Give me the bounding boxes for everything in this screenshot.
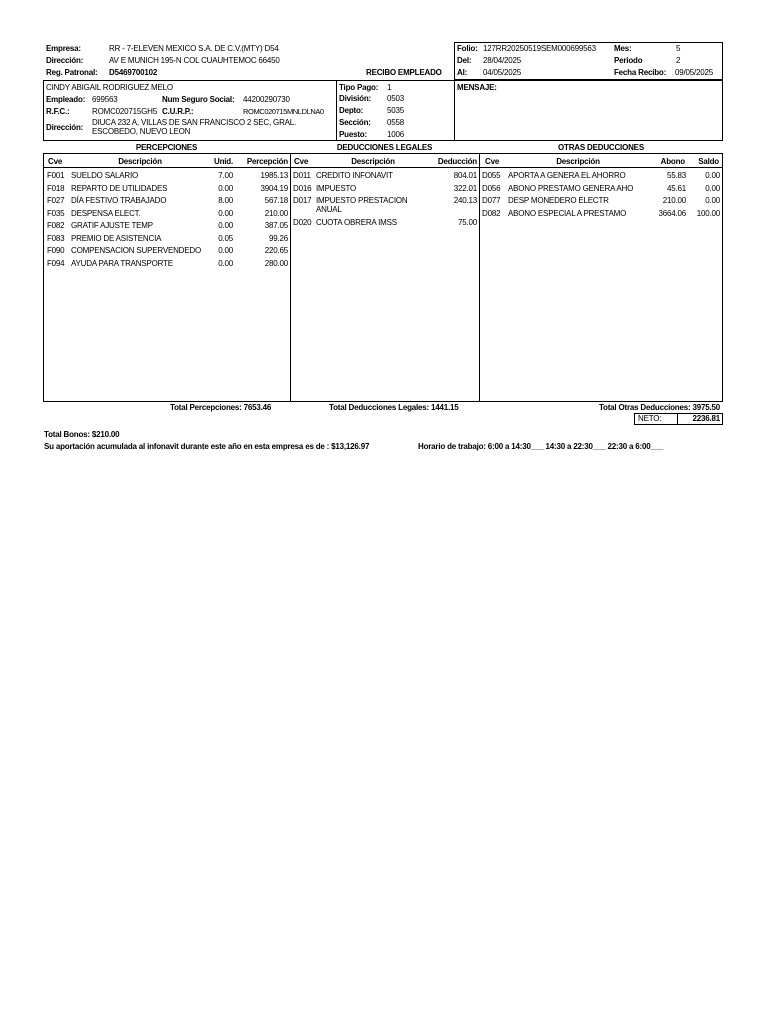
col-cve-otras: Cve [485,157,500,166]
total-deducciones-legales: Total Deducciones Legales: 1441.15 [329,403,459,412]
row-desc: CREDITO INFONAVIT [316,171,393,180]
row-cve: F018 [47,184,65,193]
row-saldo: 0.00 [705,171,720,180]
row-unid: 0.00 [218,246,233,255]
division-value: 0503 [387,94,404,103]
aportacion-infonavit: Su aportación acumulada al infonavit durante este año en esta empresa es de : $13,126.97 [44,442,370,451]
empleado-label: Empleado: [46,95,86,104]
seccion-value: 0558 [387,118,404,127]
row-monto: 322.01 [453,184,477,193]
reg-patronal-label: Reg. Patronal: [46,68,98,77]
al-value: 04/05/2025 [483,68,522,77]
row-desc: REPARTO DE UTILIDADES [71,184,168,193]
col-unid: Unid. [214,157,233,166]
del-label: Del: [457,56,472,65]
horario-trabajo: Horario de trabajo: 6:00 a 14:30___ 14:30 a 22:30___ 22:30 a 6:00___ [418,442,664,451]
total-percepciones: Total Percepciones: 7653.46 [170,403,272,412]
row-desc: CUOTA OBRERA IMSS [316,218,397,227]
col-descripcion-otras: Descripción [556,157,600,166]
folio-value: 127RR20250519SEM000699563 [483,44,596,53]
col-descripcion: Descripción [118,157,162,166]
row-desc: COMPENSACION SUPERVENDEDO [71,246,201,255]
row-cve: F094 [47,259,65,268]
fecha-recibo-value: 09/05/2025 [675,68,714,77]
row-desc: ABONO PRESTAMO GENERA AHO [508,184,634,193]
row-desc: APORTA A GENERA EL AHORRO [508,171,626,180]
col-descripcion-ded: Descripción [351,157,395,166]
row-monto: 99.26 [268,234,288,243]
row-desc: SUELDO SALARIO [71,171,139,180]
row-monto: 280.00 [264,259,288,268]
tipo-pago-label: Tipo Pago: [339,83,379,92]
row-desc: AYUDA PARA TRANSPORTE [71,259,173,268]
direccion-value: AV E MUNICH 195-N COL CUAUHTEMOC 66450 [109,56,280,65]
mes-value: 5 [676,44,681,53]
row-monto: 804.01 [453,171,477,180]
row-cve: D077 [482,196,501,205]
nss-label: Num Seguro Social: [162,95,235,104]
row-cve: D017 [293,196,312,205]
row-monto: 387.05 [264,221,288,230]
neto-label: NETO: [638,414,662,423]
row-saldo: 0.00 [705,196,720,205]
empleado-value: 699563 [92,95,118,104]
row-monto: 3904.19 [260,184,288,193]
mensaje-label: MENSAJE: [457,83,497,92]
al-label: Al: [457,68,468,77]
neto-value: 2236.81 [692,414,720,423]
row-monto: 240.13 [453,196,477,205]
row-unid: 7.00 [218,171,233,180]
section-otras-deducciones: OTRAS DEDUCCIONES [558,143,644,152]
curp-value: ROMC020715MNLDLNA0 [243,107,324,116]
nss-value: 44200290730 [243,95,290,104]
depto-label: Depto: [339,106,364,115]
row-monto: 220.65 [264,246,288,255]
row-cve: D011 [293,171,311,180]
row-desc: DESPENSA ELECT. [71,209,141,218]
row-unid: 8.00 [218,196,233,205]
depto-value: 5035 [387,106,404,115]
row-cve: F082 [47,221,65,230]
rfc-value: ROMC020715GH5 [92,107,157,116]
row-monto: 567.18 [264,196,288,205]
row-unid: 0.00 [218,221,233,230]
row-unid: 0.00 [218,259,233,268]
row-cve: F035 [47,209,65,218]
del-value: 28/04/2025 [483,56,522,65]
periodo-value: 2 [676,56,681,65]
employee-name: CINDY ABIGAIL RODRIGUEZ MELO [46,83,173,92]
row-desc: ABONO ESPECIAL A PRESTAMO [508,209,627,218]
row-cve: D082 [482,209,501,218]
curp-label: C.U.R.P.: [162,107,194,116]
row-desc: IMPUESTO PRESTACION [316,196,408,205]
empresa-value: RR - 7-ELEVEN MEXICO S.A. DE C.V.(MTY) D54 [109,44,279,53]
direccion-label: Dirección: [46,56,84,65]
row-desc: DESP MONEDERO ELECTR [508,196,609,205]
row-desc-line2: ANUAL [316,205,342,214]
row-desc: IMPUESTO [316,184,357,193]
periodo-label: Periodo [614,56,643,65]
row-cve: F083 [47,234,65,243]
row-desc: DÍA FESTIVO TRABAJADO [71,196,167,205]
total-otras-deducciones: Total Otras Deducciones: 3975.50 [598,403,720,412]
tipo-pago-value: 1 [387,83,392,92]
row-saldo: 0.00 [705,184,720,193]
row-unid: 0.00 [218,209,233,218]
row-desc: GRATIF AJUSTE TEMP [71,221,153,230]
row-abono: 210.00 [662,196,686,205]
empresa-label: Empresa: [46,44,81,53]
rfc-label: R.F.C.: [46,107,70,116]
reg-patronal-value: D5469700102 [109,68,158,77]
section-percepciones: PERCEPCIONES [135,143,198,152]
row-cve: F090 [47,246,65,255]
mes-label: Mes: [614,44,632,53]
col-cve: Cve [48,157,63,166]
section-deducciones-legales: DEDUCCIONES LEGALES [336,143,433,152]
row-monto: 210.00 [264,209,288,218]
row-cve: F001 [47,171,65,180]
row-abono: 45.61 [666,184,686,193]
row-cve: D016 [293,184,312,193]
row-unid: 0.00 [218,184,233,193]
seccion-label: Sección: [339,118,371,127]
row-cve: F027 [47,196,65,205]
row-saldo: 100.00 [696,209,720,218]
row-cve: D055 [482,171,501,180]
row-cve: D056 [482,184,501,193]
folio-label: Folio: [457,44,478,53]
direccion-emp-line2: ESCOBEDO, NUEVO LEON [92,127,191,136]
row-abono: 55.83 [666,171,686,180]
row-desc: PREMIO DE ASISTENCIA [71,234,162,243]
col-percepcion: Percepción [246,157,288,166]
row-abono: 3664.06 [658,209,686,218]
direccion-emp-label: Dirección: [46,123,84,132]
row-monto: 1985.13 [260,171,288,180]
division-label: División: [339,94,371,103]
col-cve-ded: Cve [294,157,309,166]
col-abono: Abono [660,157,685,166]
col-saldo: Saldo [698,157,719,166]
total-bonos: Total Bonos: $210.00 [44,430,120,439]
fecha-recibo-label: Fecha Recibo: [614,68,667,77]
direccion-emp-line1: DIUCA 232 A, VILLAS DE SAN FRANCISCO 2 SEC, GRAL. [92,118,297,127]
col-deduccion: Deducción [437,157,477,166]
puesto-label: Puesto: [339,130,367,139]
row-unid: 0.05 [218,234,233,243]
row-cve: D020 [293,218,312,227]
row-monto: 75.00 [457,218,477,227]
doc-title: RECIBO EMPLEADO [366,68,442,77]
puesto-value: 1006 [387,130,404,139]
